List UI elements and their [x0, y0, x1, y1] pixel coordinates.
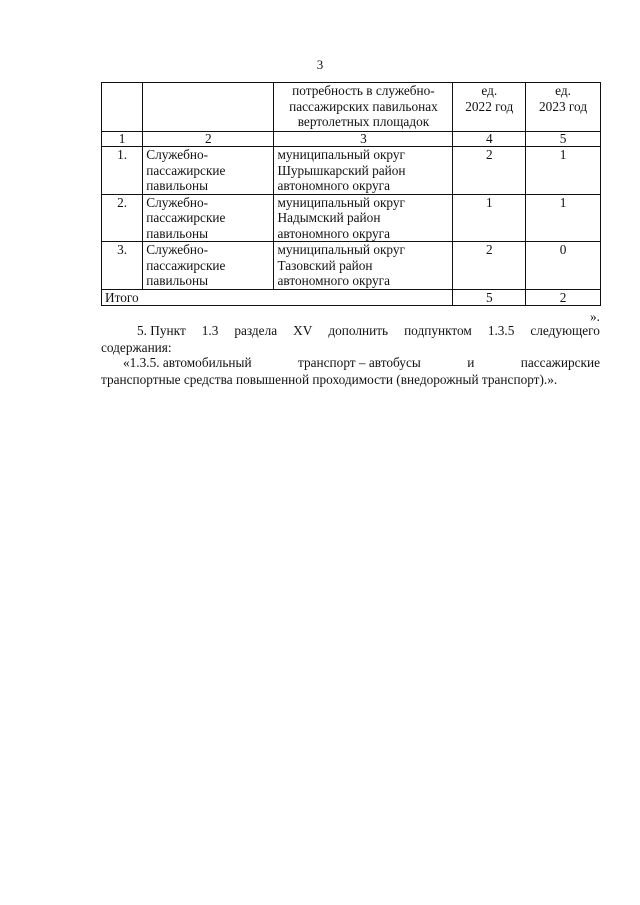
row-object-name: Служебно- пассажирские павильоны — [143, 147, 274, 195]
row-district: муниципальный округ Надымский район автономного округа — [274, 194, 453, 242]
closing-quote: ». — [590, 309, 600, 324]
row-district: муниципальный округ Шурышкарский район автономного округа — [274, 147, 453, 195]
row-value-2022: 1 — [453, 194, 526, 242]
column-numbering-row — [102, 132, 601, 147]
page-number: 3 — [316, 57, 324, 72]
column-number: 4 — [453, 132, 526, 147]
row-district: муниципальный округ Тазовский район автономного округа — [274, 242, 453, 290]
paragraph-line: «1.3.5. автомобильный транспорт – автобусы и пассажирские — [123, 355, 600, 370]
row-number: 3. — [102, 242, 143, 290]
total-value-2023: 2 — [526, 289, 601, 305]
header-cell-2023: ед. 2023 год — [526, 83, 601, 132]
table-row — [102, 242, 601, 290]
row-object-name: Служебно- пассажирские павильоны — [143, 242, 274, 290]
paragraph-item-5 — [101, 322, 600, 356]
paragraph-line: транспортные средства повышенной проходимости (внедорожный транспорт).». — [101, 372, 558, 387]
total-value-2022: 5 — [453, 289, 526, 305]
total-row — [102, 289, 601, 305]
column-number: 1 — [102, 132, 143, 147]
row-value-2022: 2 — [453, 242, 526, 290]
paragraph-line: 5. Пункт 1.3 раздела XV дополнить подпунктом 1.3.5 следующего — [137, 323, 600, 338]
header-cell-2022: ед. 2022 год — [453, 83, 526, 132]
pavilion-table — [101, 82, 601, 306]
header-cell-need: потребность в служебно- пассажирских павильонах вертолетных площадок — [274, 83, 453, 132]
total-label: Итого — [102, 289, 453, 305]
column-number: 5 — [526, 132, 601, 147]
paragraph-line: содержания: — [101, 340, 172, 355]
row-value-2023: 1 — [526, 194, 601, 242]
row-value-2023: 0 — [526, 242, 601, 290]
column-number: 3 — [274, 132, 453, 147]
header-cell-2 — [143, 83, 274, 132]
row-number: 1. — [102, 147, 143, 195]
row-number: 2. — [102, 194, 143, 242]
column-number: 2 — [143, 132, 274, 147]
paragraph-item-1-3-5 — [101, 354, 600, 388]
table-row — [102, 147, 601, 195]
row-value-2023: 1 — [526, 147, 601, 195]
row-object-name: Служебно- пассажирские павильоны — [143, 194, 274, 242]
row-value-2022: 2 — [453, 147, 526, 195]
table-row — [102, 194, 601, 242]
header-cell-1 — [102, 83, 143, 132]
table-header-row — [102, 83, 601, 132]
